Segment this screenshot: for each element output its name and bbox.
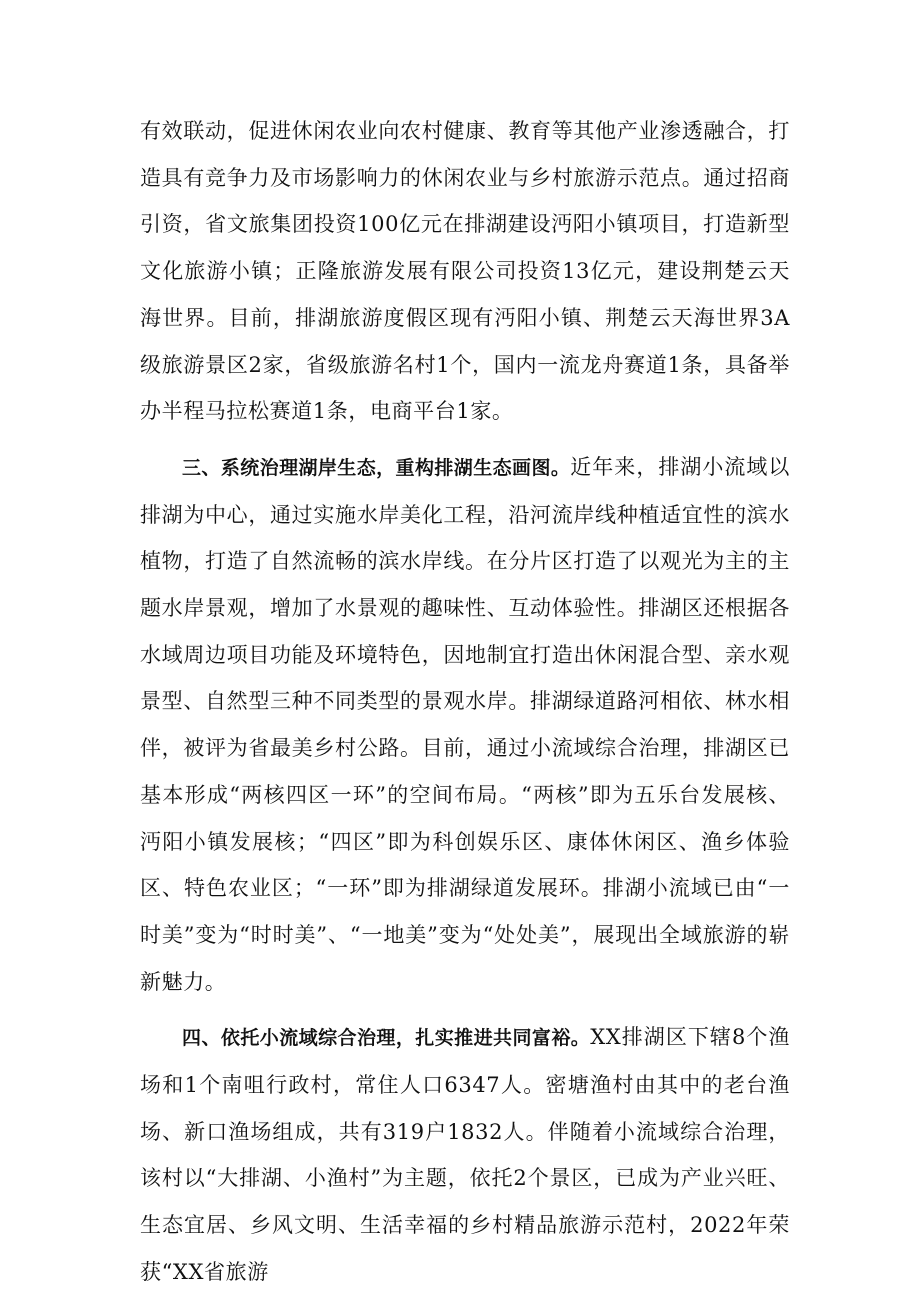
document-body [140,108,790,1296]
section-heading: 四、依托小流域综合治理，扎实推进共同富裕。 [182,1027,591,1050]
section-heading: 三、系统治理湖岸生态，重构排湖生态画图。 [182,456,571,479]
paragraph-text: 有效联动，促进休闲农业向农村健康、教育等其他产业渗透融合，打造具有竞争力及市场影响力的休闲农业与乡村旅游示范点。通过招商引资，省文旅集团投资100亿元在排湖建设沔阳小镇项目，打造新型文化旅游小镇；正隆旅游发展有限公司投资13亿元，建设荆楚云天海世界。目前，排湖旅游度假区现有沔阳小镇、荆楚云天海世界3A级旅游景区2家，省级旅游名村1个，国内一流龙舟赛道1条，具备举办半程马拉松赛道1条，电商平台1家。 [140,119,790,424]
paragraph-text: 近年来，排湖小流域以排湖为中心，通过实施水岸美化工程，沿河流岸线种植适宜性的滨水植物，打造了自然流畅的滨水岸线。在分片区打造了以观光为主的主题水岸景观，增加了水景观的趣味性、互动体验性。排湖区还根据各水域周边项目功能及环境特色，因地制宜打造出休闲混合型、亲水观景型、自然型三种不同类型的景观水岸。排湖绿道路河相依、林水相伴，被评为省最美乡村公路。目前，通过小流域综合治理，排湖区已基本形成“两核四区一环”的空间布局。“两核”即为五乐台发展核、沔阳小镇发展核；“四区”即为科创娱乐区、康体休闲区、渔乡体验区、特色农业区；“一环”即为排湖绿道发展环。排湖小流域已由“一时美”变为“时时美”、“一地美”变为“处处美”，展现出全域旅游的崭新魅力。 [140,454,790,994]
paragraph-text: XX排湖区下辖8个渔场和1个南咀行政村，常住人口6347人。密塘渔村由其中的老台渔场、新口渔场组成，共有319户1832人。伴随着小流域综合治理，该村以“大排湖、小渔村”为主题，依托2个景区，已成为产业兴旺、生态宜居、乡风文明、生活幸福的乡村精品旅游示范村，2022年荣获“XX省旅游 [140,1025,790,1284]
paragraph-continuation [140,108,790,435]
paragraph-section-three [140,444,790,1005]
paragraph-section-four [140,1014,790,1295]
